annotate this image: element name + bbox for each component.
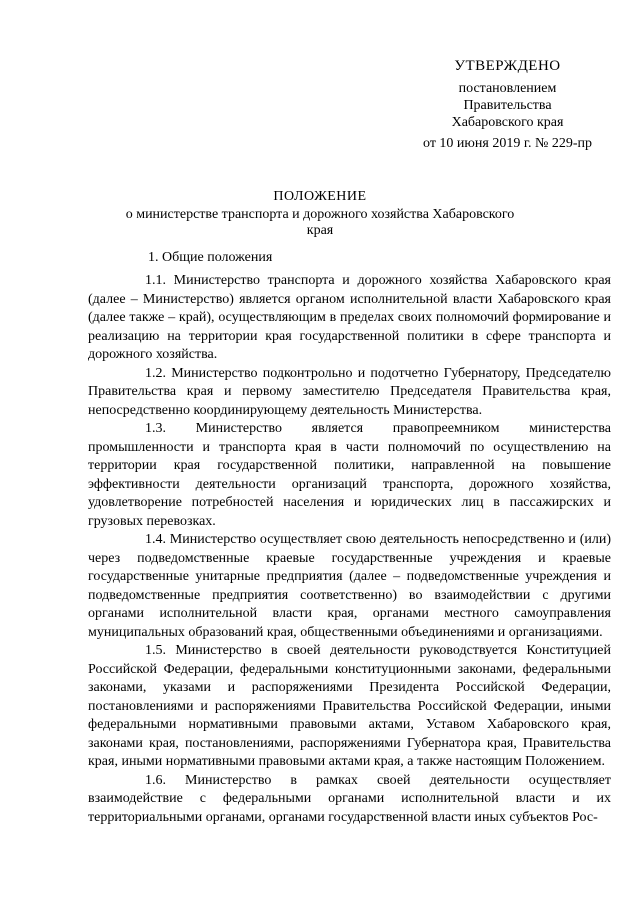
- approval-date: от 10 июня 2019 г. № 229-пр: [423, 136, 592, 151]
- document-body: [88, 272, 611, 827]
- document-title: ПОЛОЖЕНИЕ: [273, 189, 367, 204]
- paragraph: 1.3. Министерство является правопреемником министерства промышленности и транспорта края в части полномочий по осуществлению на территории края государственной политики, направленной на повышение эффективности деятельности организаций транспорта, дорожного хозяйства, удовлетворение потребностей населения и юридических лиц в пассажирских и грузовых перевозках.: [88, 421, 611, 529]
- section-heading: 1. Общие положения: [148, 250, 273, 265]
- paragraph: 1.2. Министерство подконтрольно и подотчетно Губернатору, Председателю Правительства края и первому заместителю Председателя Правительства края, непосредственно координирующему деятельность Министерства.: [88, 365, 611, 418]
- approval-heading: УТВЕРЖДЕНО: [454, 58, 561, 74]
- approval-line: Правительства: [463, 98, 552, 113]
- approval-stamp: [400, 58, 615, 152]
- paragraph: 1.6. Министерство в рамках своей деятельности осуществляет взаимодействие с федеральными органами исполнительной власти и их территориальными органами, органами государственной власти иных субъектов Рос-: [88, 772, 611, 825]
- approval-line: постановлением: [458, 81, 557, 96]
- document-subtitle: о министерстве транспорта и дорожного хозяйства Хабаровского края: [125, 207, 515, 238]
- paragraph: 1.5. Министерство в своей деятельности руководствуется Конституцией Российской Федерации, федеральными конституционными законами, федеральными законами, указами и распоряжениями Президента Российской Федерации, постановлениями и распоряжениями Правительства Российской Федерации, иными федеральными нормативными правовыми актами, Уставом Хабаровского края, законами края, постановлениями, распоряжениями Губернатора края, Правительства края, иными нормативными правовыми актами края, а также настоящим Положением.: [88, 643, 611, 769]
- paragraph: 1.1. Министерство транспорта и дорожного хозяйства Хабаровского края (далее – Министерство) является органом исполнительной власти Хабаровского края (далее также – край), осуществляющим в пределах своих полномочий формирование и реализацию на территории края государственной политики в сфере транспорта и дорожного хозяйства.: [88, 273, 611, 362]
- paragraph: 1.4. Министерство осуществляет свою деятельность непосредственно и (или) через подведомственные краевые государственные учреждения и краевые государственные унитарные предприятия (далее – подведомственные учреждения и подведомственные предприятия соответственно) во взаимодействии с другими органами исполнительной власти края, органами местного самоуправления муниципальных образований края, общественными объединениями и организациями.: [88, 532, 611, 640]
- approval-line: Хабаровского края: [451, 115, 564, 130]
